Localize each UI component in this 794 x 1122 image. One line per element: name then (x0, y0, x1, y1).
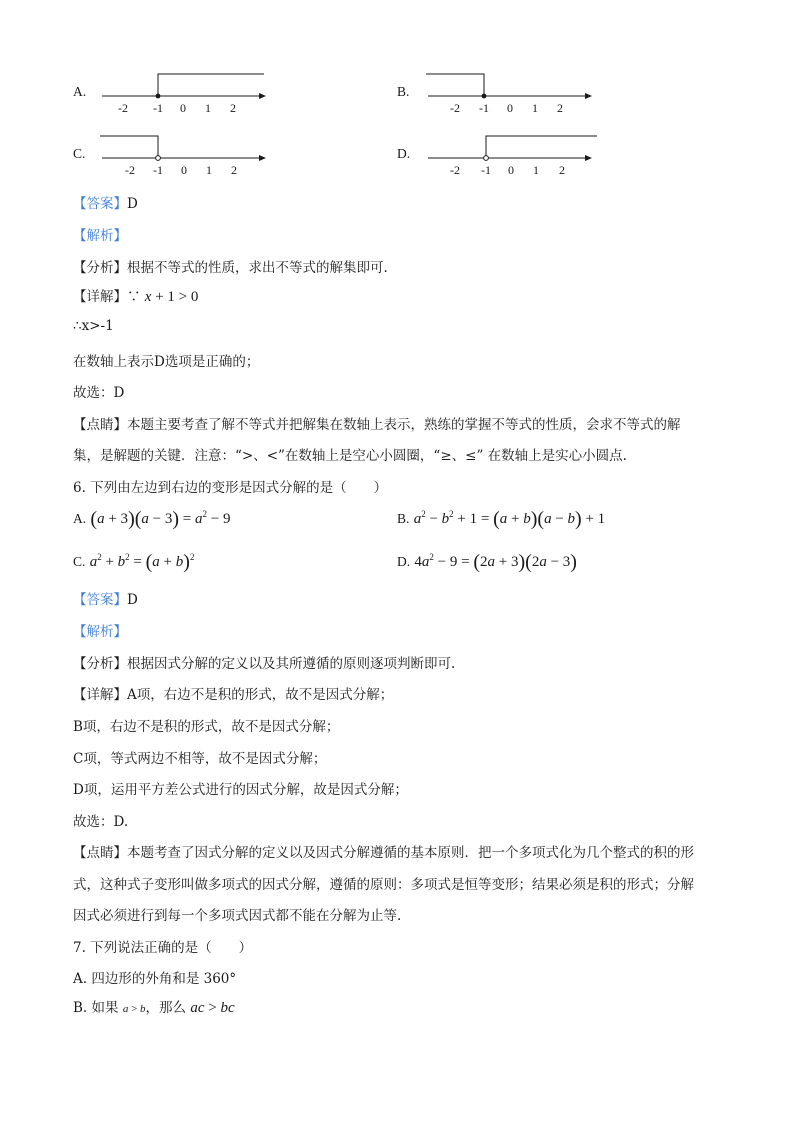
tick: -1 (481, 163, 491, 177)
q6-fenxi (73, 652, 455, 672)
q6-option-d (397, 551, 577, 574)
q6-analysis-tag: 【解析】 (73, 624, 127, 640)
option-d-label: D. (397, 146, 411, 161)
answer-tag: 【答案】 (73, 196, 127, 212)
q6-detail-line5: 故选：D. (73, 814, 129, 830)
q5-step3: 在数轴上表示D选项是正确的； (73, 354, 260, 370)
tick: 2 (230, 101, 236, 115)
q6-stem: 6. 下列由左边到右边的变形是因式分解的是（ ） (73, 480, 388, 496)
detail-tag: 【详解】 (73, 289, 127, 305)
q7-option-b (73, 996, 235, 1017)
q5-step2: ∴x>-1 (73, 318, 114, 334)
tick: 2 (557, 101, 563, 115)
q6-detail-line2: B项，右边不是积的形式，故不是因式分解； (73, 719, 340, 735)
tick: 1 (206, 163, 212, 177)
condition-formula: a > b (122, 1003, 146, 1015)
number-line-c (96, 130, 271, 178)
tick: -2 (450, 101, 460, 115)
option-letter: A. (73, 511, 87, 526)
comment-tag: 【点睛】 (73, 845, 127, 861)
number-line-d (422, 130, 600, 178)
fenxi-text: 根据因式分解的定义以及其所遵循的原则逐项判断即可. (127, 656, 456, 672)
fenxi-tag: 【分析】 (73, 260, 127, 276)
formula-d: $4a^2 - 9 = (2a + 3)(2a - 3)$ (414, 551, 577, 573)
tick: 1 (532, 101, 538, 115)
inequality-formula: x + 1 > 0 (144, 289, 199, 305)
option-letter: C. (73, 554, 86, 569)
q5-comment-line1 (73, 413, 681, 433)
q6-option-c (73, 551, 194, 574)
comment-text: 本题考查了因式分解的定义以及因式分解遵循的基本原则．把一个多项式化为几个整式的积的形 (127, 845, 694, 861)
tick: 2 (559, 163, 565, 177)
comment-text: 本题主要考查了解不等式并把解集在数轴上表示，熟练的掌握不等式的性质，会求不等式的解 (127, 417, 681, 433)
option-b-prefix: B. 如果 (73, 1000, 119, 1016)
option-b-mid: ，那么 (145, 1000, 187, 1016)
conclusion-formula: ac > bc (190, 1000, 235, 1016)
tick: 0 (508, 163, 514, 177)
q5-fenxi (73, 256, 388, 276)
option-letter: B. (397, 511, 410, 526)
detail-tag: 【详解】 (73, 687, 127, 703)
option-b-label: B. (397, 84, 410, 99)
tick: 0 (181, 163, 187, 177)
because-symbol: ∵ (127, 289, 141, 305)
formula-a: $(a + 3)(a - 3) = a^2 - 9$ (90, 508, 231, 530)
tick: 0 (507, 101, 513, 115)
q7-stem: 7. 下列说法正确的是（ ） (73, 940, 253, 956)
formula-b: $a^2 - b^2 + 1 = (a + b)(a - b) + 1$ (413, 508, 606, 530)
q5-detail (73, 285, 198, 306)
q6-detail-line3: C项，等式两边不相等，故不是因式分解； (73, 751, 327, 767)
option-a-label: A. (73, 84, 87, 99)
tick: -1 (153, 163, 163, 177)
comment-tag: 【点睛】 (73, 417, 127, 433)
q6-detail-line4: D项，运用平方差公式进行的因式分解，故是因式分解； (73, 782, 408, 798)
option-c-label: C. (73, 146, 86, 161)
q5-comment-line2: 集，是解题的关键．注意：“>、<”在数轴上是空心小圆圈，“≥、≤” 在数轴上是实心小圆点. (73, 448, 627, 464)
tick: 1 (533, 163, 539, 177)
q6-detail-line1 (73, 683, 393, 703)
tick: -2 (118, 101, 128, 115)
q7-option-a: A. 四边形的外角和是 360° (73, 971, 237, 987)
answer-value: D (127, 592, 138, 608)
q6-comment-line2: 式，这种式子变形叫做多项式的因式分解，遵循的原则：多项式是恒等变形；结果必须是积的形式；分解 (73, 877, 694, 893)
formula-c: $a^2 + b^2 = (a + b)^2$ (89, 551, 195, 573)
answer-value: D (127, 196, 138, 212)
number-line-a (96, 68, 271, 116)
q5-answer (73, 192, 138, 212)
number-line-b (422, 68, 597, 116)
tick: 0 (180, 101, 186, 115)
q6-comment-line3: 因式必须进行到每一个多项式因式都不能在分解为止等. (73, 908, 402, 924)
fenxi-tag: 【分析】 (73, 656, 127, 672)
tick: 1 (205, 101, 211, 115)
tick: -2 (125, 163, 135, 177)
q5-step4: 故选：D (73, 385, 125, 401)
tick: -1 (153, 101, 163, 115)
tick: -2 (450, 163, 460, 177)
option-letter: D. (397, 554, 411, 569)
q5-analysis-tag: 【解析】 (73, 228, 127, 244)
q6-answer (73, 588, 138, 608)
q6-option-a (73, 508, 230, 531)
answer-tag: 【答案】 (73, 592, 127, 608)
tick: 2 (231, 163, 237, 177)
tick: -1 (479, 101, 489, 115)
fenxi-text: 根据不等式的性质，求出不等式的解集即可. (127, 260, 388, 276)
q6-option-b (397, 508, 605, 531)
q6-comment-line1 (73, 841, 694, 861)
detail-text: A项，右边不是积的形式，故不是因式分解； (127, 687, 394, 703)
